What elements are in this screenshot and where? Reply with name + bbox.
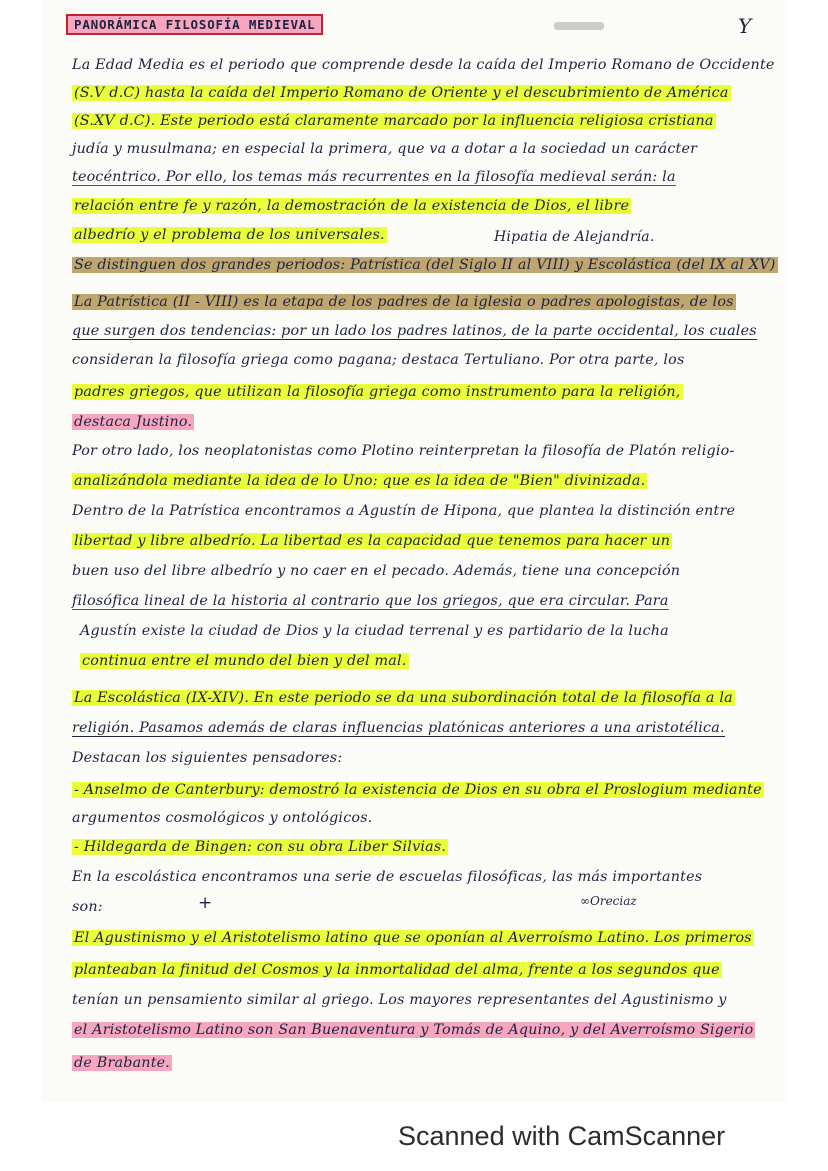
side-note-hipatia: Hipatia de Alejandría. <box>494 229 655 245</box>
note-line-16: Dentro de la Patrística encontramos a Agustín de Hipona, que plantea la distinción entre <box>72 503 736 519</box>
note-line-24: Destacan los siguientes pensadores: <box>72 750 343 766</box>
note-line-17: libertad y libre albedrío. La libertad es la capacidad que tenemos para hacer un <box>74 533 671 549</box>
note-line-10: que surgen dos tendencias: por un lado los padres latinos, de la parte occidental, los cuales <box>72 323 757 339</box>
plus-annotation: + <box>198 893 213 913</box>
note-line-6: relación entre fe y razón, la demostración de la existencia de Dios, el libre <box>74 198 630 214</box>
note-line-12: padres griegos, que utilizan la filosofía griega como instrumento para la religión, <box>74 384 681 400</box>
margin-annotation: ∞Oreciaz <box>580 894 637 908</box>
note-line-28: En la escolástica encontramos una serie de escuelas filosóficas, las más importantes <box>72 869 703 885</box>
note-line-4: judía y musulmana; en especial la primera, que va a dotar a la sociedad un carácter <box>72 141 698 157</box>
note-line-32: tenían un pensamiento similar al griego. Los mayores representantes del Agustinismo y <box>72 992 727 1008</box>
note-line-29: son: <box>72 899 103 915</box>
note-line-22: La Escolástica (IX-XIV). En este periodo se da una subordinación total de la filosofía a la <box>74 690 733 706</box>
note-line-13: destaca Justino. <box>74 414 193 430</box>
note-line-20: Agustín existe la ciudad de Dios y la ciudad terrenal y es partidario de la lucha <box>80 623 669 639</box>
note-line-19: filosófica lineal de la historia al contrario que los griegos, que era circular. Para <box>72 593 669 609</box>
note-line-33: el Aristotelismo Latino son San Buenaventura y Tomás de Aquino, y del Averroísmo Sigerio <box>74 1022 754 1038</box>
note-line-34: de Brabante. <box>74 1055 171 1071</box>
note-line-7: albedrío y el problema de los universales. <box>74 227 385 243</box>
note-line-14: Por otro lado, los neoplatonistas como Plotino reinterpretan la filosofía de Platón religio- <box>72 443 735 459</box>
corner-mark: Y <box>738 14 752 38</box>
note-line-31: planteaban la finitud del Cosmos y la inmortalidad del alma, frente a los segundos que <box>74 962 720 978</box>
page-title: PANORÁMICA FILOSOFÍA MEDIEVAL <box>66 14 323 35</box>
note-line-30: El Agustinismo y el Aristotelismo latino que se oponían al Averroísmo Latino. Los primeros <box>74 930 752 946</box>
note-line-3: (S.XV d.C). Este periodo está claramente marcado por la influencia religiosa cristiana <box>74 113 714 129</box>
note-line-2: (S.V d.C) hasta la caída del Imperio Romano de Oriente y el descubrimiento de América <box>74 85 729 101</box>
note-line-21: continua entre el mundo del bien y del mal. <box>82 653 407 669</box>
note-line-18: buen uso del libre albedrío y no caer en el pecado. Además, tiene una concepción <box>72 563 681 579</box>
note-line-23: religión. Pasamos además de claras influencias platónicas anteriores a una aristotélica. <box>72 720 725 736</box>
note-line-8: Se distinguen dos grandes periodos: Patrística (del Siglo II al VIII) y Escolástica (del IX al XV) <box>74 257 776 273</box>
note-line-11: consideran la filosofía griega como pagana; destaca Tertuliano. Por otra parte, los <box>72 352 685 368</box>
note-line-5: teocéntrico. Por ello, los temas más recurrentes en la filosofía medieval serán: la <box>72 169 676 185</box>
camscanner-watermark: Scanned with CamScanner <box>398 1121 726 1151</box>
note-line-27: - Hildegarda de Bingen: con su obra Liber Silvias. <box>74 839 447 855</box>
note-line-26: argumentos cosmológicos y ontológicos. <box>72 810 373 826</box>
smudge-mark <box>554 22 604 30</box>
note-line-1: La Edad Media es el periodo que comprende desde la caída del Imperio Romano de Occidente <box>72 57 775 73</box>
note-line-15: analizándola mediante la idea de lo Uno: que es la idea de "Bien" divinizada. <box>74 473 646 489</box>
note-line-25: - Anselmo de Canterbury: demostró la existencia de Dios en su obra el Proslogium mediante <box>74 782 762 798</box>
note-line-9: La Patrística (II - VIII) es la etapa de los padres de la iglesia o padres apologistas, de los <box>74 294 734 310</box>
